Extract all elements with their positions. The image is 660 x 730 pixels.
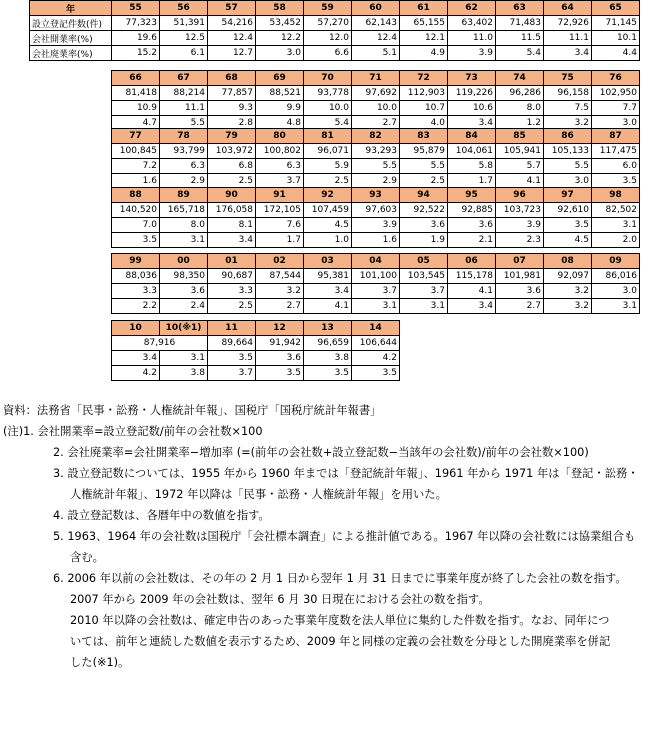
opening-rate-cell: 10.7 [400,101,448,116]
closing-rate-row [112,233,640,248]
opening-rate-cell: 3.0 [592,284,640,299]
opening-rate-cell: 10.6 [448,101,496,116]
year-cell: 55 [112,1,160,16]
opening-rate-row [30,31,640,46]
year-cell: 64 [544,1,592,16]
year-cell: 04 [352,254,400,269]
closing-rate-cell: 2.7 [256,299,304,314]
year-cell: 78 [160,129,208,144]
closing-rate-cell: 2.0 [592,233,640,248]
closing-rate-cell: 3.0 [592,116,640,131]
opening-rate-cell: 7.7 [592,101,640,116]
registrations-cell: 71,483 [496,16,544,31]
year-cell: 92 [304,188,352,203]
registrations-cell: 105,133 [544,144,592,159]
registrations-cell: 54,216 [208,16,256,31]
registrations-cell: 51,391 [160,16,208,31]
opening-rate-cell: 3.6 [496,284,544,299]
closing-rate-cell: 12.7 [208,46,256,61]
year-header-row [112,321,400,336]
year-header-row [112,188,640,203]
year-cell: 88 [112,188,160,203]
registrations-cell: 100,845 [112,144,160,159]
closing-rate-cell: 3.7 [256,174,304,189]
year-cell: 67 [160,71,208,86]
stats-table-block-3 [111,128,640,189]
opening-rate-cell: 5.8 [448,159,496,174]
closing-rate-cell: 5.5 [160,116,208,131]
year-cell: 57 [208,1,256,16]
opening-rate-cell: 3.7 [352,284,400,299]
stats-table-block-2 [111,70,640,131]
year-cell: 13 [304,321,352,336]
year-cell: 60 [352,1,400,16]
closing-rate-cell: 4.7 [112,116,160,131]
closing-rate-cell: 4.2 [112,366,160,381]
note-5: 5. 1963、1964 年の会社数は国税庁「会社標本調査」による推計値である。1967 年以降の会社数には協業組合も [53,530,636,543]
opening-rate-cell: 6.0 [592,159,640,174]
closing-rate-cell: 5.4 [304,116,352,131]
year-cell: 70 [304,71,352,86]
opening-rate-cell: 6.3 [160,159,208,174]
year-cell: 79 [208,129,256,144]
note-2: 2. 会社廃業率=会社開業率−増加率 (=(前年の会社数+設立登記数−当該年の会社数)/前年の会社数×100) [53,446,589,459]
year-cell: 65 [592,1,640,16]
registrations-cell: 93,778 [304,86,352,101]
year-cell: 07 [496,254,544,269]
registrations-cell: 88,214 [160,86,208,101]
closing-rate-cell: 3.0 [544,174,592,189]
closing-rate-cell: 3.1 [592,299,640,314]
year-cell: 66 [112,71,160,86]
registrations-cell: 90,687 [208,269,256,284]
opening-rate-cell: 12.0 [304,31,352,46]
closing-rate-cell: 1.7 [448,174,496,189]
opening-rate-cell: 3.2 [544,284,592,299]
closing-rate-cell: 4.0 [400,116,448,131]
year-cell: 71 [352,71,400,86]
year-cell: 99 [112,254,160,269]
year-cell: 96 [496,188,544,203]
year-cell: 95 [448,188,496,203]
registrations-cell: 53,452 [256,16,304,31]
year-cell: 63 [496,1,544,16]
opening-rate-cell: 8.1 [208,218,256,233]
opening-rate-cell: 7.0 [112,218,160,233]
year-cell: 97 [544,188,592,203]
year-cell: 61 [400,1,448,16]
opening-rate-cell: 8.0 [160,218,208,233]
opening-rate-cell: 11.5 [496,31,544,46]
registrations-cell: 95,879 [400,144,448,159]
opening-rate-cell: 4.1 [448,284,496,299]
closing-rate-row [112,366,400,381]
registrations-cell: 107,459 [304,203,352,218]
year-cell: 82 [352,129,400,144]
closing-rate-cell: 2.4 [160,299,208,314]
closing-rate-cell: 5.1 [352,46,400,61]
registrations-cell: 98,350 [160,269,208,284]
year-cell: 09 [592,254,640,269]
closing-rate-cell: 1.0 [304,233,352,248]
closing-rate-cell: 3.5 [256,366,304,381]
registrations-row [112,336,400,351]
opening-rate-cell: 3.6 [400,218,448,233]
closing-rate-cell: 3.2 [544,299,592,314]
closing-rate-cell: 2.5 [208,299,256,314]
year-cell: 05 [400,254,448,269]
year-cell: 86 [544,129,592,144]
registrations-cell: 117,475 [592,144,640,159]
opening-rate-cell: 4.5 [304,218,352,233]
registrations-cell: 92,522 [400,203,448,218]
registrations-cell: 88,036 [112,269,160,284]
registrations-cell: 93,799 [160,144,208,159]
registrations-cell: 77,323 [112,16,160,31]
year-cell: 90 [208,188,256,203]
closing-rate-cell: 4.4 [592,46,640,61]
closing-rate-cell: 3.2 [544,116,592,131]
opening-rate-cell: 11.1 [160,101,208,116]
closing-rate-cell: 2.3 [496,233,544,248]
year-cell: 69 [256,71,304,86]
opening-rate-cell: 10.1 [592,31,640,46]
closing-rate-cell: 3.8 [160,366,208,381]
opening-rate-cell: 11.0 [448,31,496,46]
opening-rate-cell: 3.5 [208,351,256,366]
registrations-cell: 63,402 [448,16,496,31]
year-cell: 77 [112,129,160,144]
registrations-cell: 96,071 [304,144,352,159]
registrations-row [112,203,640,218]
registrations-row [112,86,640,101]
closing-rate-cell: 1.6 [352,233,400,248]
year-header-row [30,1,640,16]
registrations-label: 設立登記件数(件) [30,16,112,31]
closing-rate-cell: 3.5 [592,174,640,189]
closing-rate-cell: 4.9 [400,46,448,61]
opening-rate-cell: 6.8 [208,159,256,174]
opening-rate-cell: 9.9 [256,101,304,116]
year-cell: 98 [592,188,640,203]
opening-rate-cell: 11.1 [544,31,592,46]
year-cell: 10(※1) [160,321,208,336]
note-6-cont: 2007 年から 2009 年の会社数は、翌年 6 月 30 日現在における会社の数を指す。 [70,593,490,606]
source-note: 資料：法務省「民事・訟務・人権統計年報」、国税庁「国税庁統計年報書」 [3,404,382,417]
opening-rate-cell: 7.6 [256,218,304,233]
opening-rate-cell: 8.0 [496,101,544,116]
opening-rate-cell: 4.2 [352,351,400,366]
registrations-cell: 140,520 [112,203,160,218]
opening-rate-cell: 7.5 [544,101,592,116]
year-cell: 02 [256,254,304,269]
registrations-cell: 71,145 [592,16,640,31]
year-cell: 89 [160,188,208,203]
registrations-cell: 82,502 [592,203,640,218]
registrations-cell: 101,100 [352,269,400,284]
closing-rate-cell: 3.1 [160,233,208,248]
year-cell: 59 [304,1,352,16]
closing-rate-cell: 4.1 [304,299,352,314]
opening-rate-cell: 5.5 [400,159,448,174]
year-cell: 75 [544,71,592,86]
year-cell: 56 [160,1,208,16]
registrations-cell: 88,521 [256,86,304,101]
registrations-cell: 72,926 [544,16,592,31]
opening-rate-cell: 19.6 [112,31,160,46]
note-6-cont: した(※1)。 [70,656,130,669]
opening-rate-cell: 12.1 [400,31,448,46]
opening-rate-cell: 3.9 [352,218,400,233]
closing-rate-cell: 1.9 [400,233,448,248]
closing-rate-cell: 2.7 [496,299,544,314]
opening-rate-cell: 3.1 [160,351,208,366]
closing-rate-cell: 4.1 [496,174,544,189]
opening-rate-cell: 10.9 [112,101,160,116]
opening-rate-cell: 12.5 [160,31,208,46]
closing-rate-cell: 1.6 [112,174,160,189]
registrations-cell: 81,418 [112,86,160,101]
stats-table-block-4 [111,187,640,248]
opening-rate-cell: 3.1 [592,218,640,233]
registrations-cell: 95,381 [304,269,352,284]
year-cell: 91 [256,188,304,203]
year-cell: 14 [352,321,400,336]
registrations-cell: 101,981 [496,269,544,284]
year-cell: 01 [208,254,256,269]
closing-rate-label: 会社廃業率(%) [30,46,112,61]
opening-rate-cell: 3.2 [256,284,304,299]
year-header-row [112,71,640,86]
registrations-cell: 115,178 [448,269,496,284]
registrations-cell: 62,143 [352,16,400,31]
closing-rate-cell: 2.9 [160,174,208,189]
stats-table-block-1 [29,0,640,61]
opening-rate-cell: 3.4 [112,351,160,366]
closing-rate-cell: 2.5 [400,174,448,189]
registrations-cell: 87,544 [256,269,304,284]
closing-rate-cell: 3.4 [448,299,496,314]
registrations-cell: 103,723 [496,203,544,218]
closing-rate-cell: 3.5 [304,366,352,381]
year-header-row [112,129,640,144]
registrations-cell: 77,857 [208,86,256,101]
registrations-cell: 119,226 [448,86,496,101]
registrations-cell: 96,286 [496,86,544,101]
closing-rate-cell: 4.8 [256,116,304,131]
closing-rate-cell: 3.1 [400,299,448,314]
year-cell: 72 [400,71,448,86]
opening-rate-cell: 10.0 [352,101,400,116]
note-3-cont: 人権統計年報」、1972 年以降は「民事・訟務・人権統計年報」を用いた。 [70,488,447,501]
closing-rate-cell: 2.1 [448,233,496,248]
opening-rate-cell: 12.2 [256,31,304,46]
opening-rate-cell: 3.8 [304,351,352,366]
year-cell: 03 [304,254,352,269]
closing-rate-cell: 3.5 [112,233,160,248]
closing-rate-cell: 1.2 [496,116,544,131]
year-cell: 81 [304,129,352,144]
year-cell: 00 [160,254,208,269]
registrations-cell: 65,155 [400,16,448,31]
opening-rate-cell: 3.6 [256,351,304,366]
registrations-cell: 176,058 [208,203,256,218]
year-cell: 73 [448,71,496,86]
stats-table-block-5 [111,253,640,314]
note-6-cont: いては、前年と連続した数値を表示するため、2009 年と同様の定義の会社数を分母とした開廃業率を併記 [70,635,611,648]
opening-rate-cell: 3.6 [448,218,496,233]
year-header-row [112,254,640,269]
registrations-cell: 104,061 [448,144,496,159]
year-cell: 76 [592,71,640,86]
registrations-cell: 106,644 [352,336,400,351]
opening-rate-cell: 3.7 [400,284,448,299]
registrations-cell: 93,293 [352,144,400,159]
closing-rate-cell: 6.6 [304,46,352,61]
registrations-cell: 87,916 [112,336,208,351]
registrations-cell: 97,692 [352,86,400,101]
closing-rate-cell: 4.5 [544,233,592,248]
closing-rate-cell: 2.5 [304,174,352,189]
opening-rate-cell: 9.3 [208,101,256,116]
closing-rate-cell: 1.7 [256,233,304,248]
closing-rate-cell: 2.5 [208,174,256,189]
year-cell: 94 [400,188,448,203]
year-cell: 06 [448,254,496,269]
registrations-cell: 96,158 [544,86,592,101]
registrations-cell: 100,802 [256,144,304,159]
notes-section [0,400,660,673]
registrations-cell: 92,610 [544,203,592,218]
registrations-cell: 112,903 [400,86,448,101]
registrations-cell: 57,270 [304,16,352,31]
registrations-row [112,269,640,284]
opening-rate-cell: 5.5 [352,159,400,174]
closing-rate-row [30,46,640,61]
closing-rate-cell: 2.8 [208,116,256,131]
opening-rate-cell: 3.3 [112,284,160,299]
year-cell: 85 [496,129,544,144]
opening-rate-cell: 12.4 [352,31,400,46]
opening-rate-cell: 3.6 [160,284,208,299]
note-3: 3. 設立登記数については、1955 年から 1960 年までは「登記統計年報」、1961 年から 1971 年は「登記・訟務・ [53,467,639,480]
closing-rate-cell: 6.1 [160,46,208,61]
opening-rate-row [112,351,400,366]
registrations-row [112,144,640,159]
year-cell: 11 [208,321,256,336]
registrations-cell: 172,105 [256,203,304,218]
opening-rate-row [112,284,640,299]
registrations-cell: 97,603 [352,203,400,218]
closing-rate-cell: 2.9 [352,174,400,189]
opening-rate-cell: 5.7 [496,159,544,174]
opening-rate-row [112,218,640,233]
closing-rate-cell: 15.2 [112,46,160,61]
opening-rate-label: 会社開業率(%) [30,31,112,46]
opening-rate-cell: 3.9 [496,218,544,233]
year-cell: 68 [208,71,256,86]
opening-rate-row [112,101,640,116]
closing-rate-cell: 5.4 [496,46,544,61]
year-cell: 80 [256,129,304,144]
registrations-cell: 103,972 [208,144,256,159]
year-cell: 58 [256,1,304,16]
note-1: (注)1. 会社開業率=設立登記数/前年の会社数×100 [3,425,263,438]
closing-rate-cell: 2.7 [352,116,400,131]
registrations-cell: 89,664 [208,336,256,351]
stats-table-block-6 [111,320,400,381]
year-cell: 87 [592,129,640,144]
registrations-cell: 102,950 [592,86,640,101]
closing-rate-cell: 3.0 [256,46,304,61]
registrations-cell: 86,016 [592,269,640,284]
closing-rate-cell: 3.9 [448,46,496,61]
note-4: 4. 設立登記数は、各暦年中の数値を指す。 [53,509,270,522]
opening-rate-row [112,159,640,174]
registrations-cell: 92,885 [448,203,496,218]
opening-rate-cell: 3.3 [208,284,256,299]
closing-rate-cell: 3.4 [208,233,256,248]
opening-rate-cell: 3.5 [544,218,592,233]
closing-rate-cell: 3.5 [352,366,400,381]
closing-rate-cell: 3.4 [448,116,496,131]
opening-rate-cell: 7.2 [112,159,160,174]
registrations-cell: 92,097 [544,269,592,284]
opening-rate-cell: 12.4 [208,31,256,46]
registrations-cell: 105,941 [496,144,544,159]
closing-rate-cell: 3.7 [208,366,256,381]
closing-rate-row [112,299,640,314]
note-6-cont: 2010 年以降の会社数は、確定申告のあった事業年度数を法人単位に集約した件数を指す。なお、同年につ [70,614,610,627]
registrations-cell: 91,942 [256,336,304,351]
opening-rate-cell: 5.5 [544,159,592,174]
registrations-cell: 103,545 [400,269,448,284]
closing-rate-cell: 3.4 [544,46,592,61]
note-5-cont: 含む。 [70,551,104,564]
year-cell: 84 [448,129,496,144]
opening-rate-cell: 10.0 [304,101,352,116]
year-cell: 74 [496,71,544,86]
registrations-cell: 165,718 [160,203,208,218]
year-cell: 93 [352,188,400,203]
year-cell: 10 [112,321,160,336]
closing-rate-cell: 3.1 [352,299,400,314]
year-cell: 62 [448,1,496,16]
note-6: 6. 2006 年以前の会社数は、その年の 2 月 1 日から翌年 1 月 31 日までに事業年度が終了した会社の数を指す。 [53,572,627,585]
registrations-cell: 96,659 [304,336,352,351]
year-cell: 12 [256,321,304,336]
year-cell: 08 [544,254,592,269]
year-corner-label: 年 [30,1,112,16]
closing-rate-cell: 2.2 [112,299,160,314]
opening-rate-cell: 5.9 [304,159,352,174]
opening-rate-cell: 3.4 [304,284,352,299]
opening-rate-cell: 6.3 [256,159,304,174]
registrations-row [30,16,640,31]
year-cell: 83 [400,129,448,144]
